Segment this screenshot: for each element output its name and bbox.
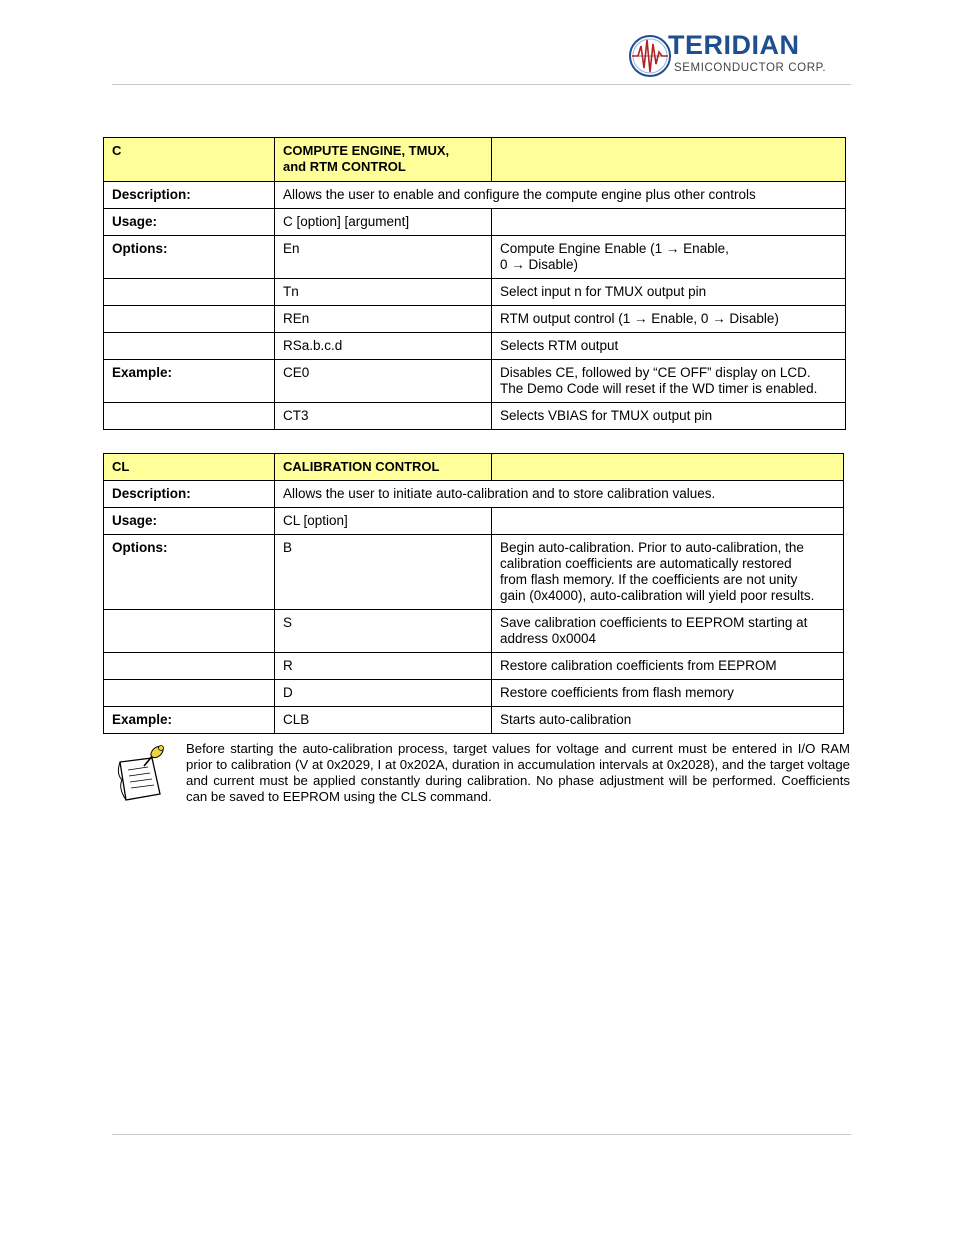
option-row (104, 653, 844, 680)
blank-label-cell (104, 610, 275, 653)
usage-text: CL [option] (275, 508, 492, 535)
usage-row (104, 508, 844, 535)
option-code: En (275, 236, 492, 279)
blank-label-cell (104, 403, 275, 430)
options-label: Options: (104, 236, 275, 279)
option-description: Save calibration coefficients to EEPROM starting at address 0x0004 (492, 610, 844, 653)
option-code: D (275, 680, 492, 707)
teridian-logo (628, 32, 838, 80)
blank-label-cell (104, 653, 275, 680)
option-code: REn (275, 306, 492, 333)
example-command: CT3 (275, 403, 492, 430)
example-command: CE0 (275, 360, 492, 403)
command-table-cl (103, 453, 844, 734)
blank-label-cell (104, 279, 275, 306)
logo-wordmark: TERIDIAN (668, 30, 800, 60)
description-row (104, 481, 844, 508)
command-table-c (103, 137, 846, 430)
example-row (104, 403, 846, 430)
header-rule (112, 84, 851, 85)
usage-row (104, 209, 846, 236)
note-pin-icon (114, 744, 176, 804)
usage-label: Usage: (104, 508, 275, 535)
command-name: C (104, 138, 275, 182)
footer-rule (112, 1134, 851, 1135)
option-code: Tn (275, 279, 492, 306)
example-command: CLB (275, 707, 492, 734)
logo-sinewave-icon (628, 34, 672, 78)
option-description: Select input n for TMUX output pin (492, 279, 846, 306)
example-row (104, 707, 844, 734)
example-label: Example: (104, 707, 275, 734)
example-row (104, 360, 846, 403)
blank-label-cell (104, 680, 275, 707)
option-description: Compute Engine Enable (1 → Enable, 0 → Disable) (492, 236, 846, 279)
blank-label-cell (104, 306, 275, 333)
description-row (104, 182, 846, 209)
option-code: R (275, 653, 492, 680)
example-description: Starts auto-calibration (492, 707, 844, 734)
usage-label: Usage: (104, 209, 275, 236)
option-description: Restore coefficients from flash memory (492, 680, 844, 707)
description-text: Allows the user to initiate auto-calibration and to store calibration values. (275, 481, 844, 508)
option-description: Begin auto-calibration. Prior to auto-calibration, the calibration coefficients are automatically restored from flash memory. If the coefficients are not unity gain (0x4000), auto-calibration will yield poor results. (492, 535, 844, 610)
header-blank-cell (492, 138, 846, 182)
table-header-row (104, 454, 844, 481)
description-label: Description: (104, 481, 275, 508)
calibration-note: Before starting the auto-calibration process, target values for voltage and current must be entered in I/O RAM prior to calibration (V at 0x2029, I at 0x202A, duration in accumulation intervals at 0x2028), and the target voltage and current must be applied constantly during calibration. No phase adjustment will be performed. Coefficients can be saved to EEPROM using the CLS command. (186, 741, 850, 804)
usage-blank-cell (492, 209, 846, 236)
option-row (104, 236, 846, 279)
example-description: Selects VBIAS for TMUX output pin (492, 403, 846, 430)
command-title: COMPUTE ENGINE, TMUX, and RTM CONTROL (275, 138, 492, 182)
example-description: Disables CE, followed by “CE OFF” display on LCD. The Demo Code will reset if the WD timer is enabled. (492, 360, 846, 403)
option-row (104, 610, 844, 653)
usage-blank-cell (492, 508, 844, 535)
command-name: CL (104, 454, 275, 481)
header-blank-cell (492, 454, 844, 481)
example-label: Example: (104, 360, 275, 403)
command-title: CALIBRATION CONTROL (275, 454, 492, 481)
usage-text: C [option] [argument] (275, 209, 492, 236)
logo-subtitle: SEMICONDUCTOR CORP. (674, 62, 827, 74)
option-code: B (275, 535, 492, 610)
table-header-row (104, 138, 846, 182)
option-code: S (275, 610, 492, 653)
option-description: Restore calibration coefficients from EEPROM (492, 653, 844, 680)
option-code: RSa.b.c.d (275, 333, 492, 360)
option-row (104, 333, 846, 360)
option-description: Selects RTM output (492, 333, 846, 360)
description-label: Description: (104, 182, 275, 209)
option-row (104, 680, 844, 707)
option-row (104, 279, 846, 306)
option-row (104, 535, 844, 610)
description-text: Allows the user to enable and configure the compute engine plus other controls (275, 182, 846, 209)
options-label: Options: (104, 535, 275, 610)
blank-label-cell (104, 333, 275, 360)
option-row (104, 306, 846, 333)
option-description: RTM output control (1 → Enable, 0 → Disable) (492, 306, 846, 333)
